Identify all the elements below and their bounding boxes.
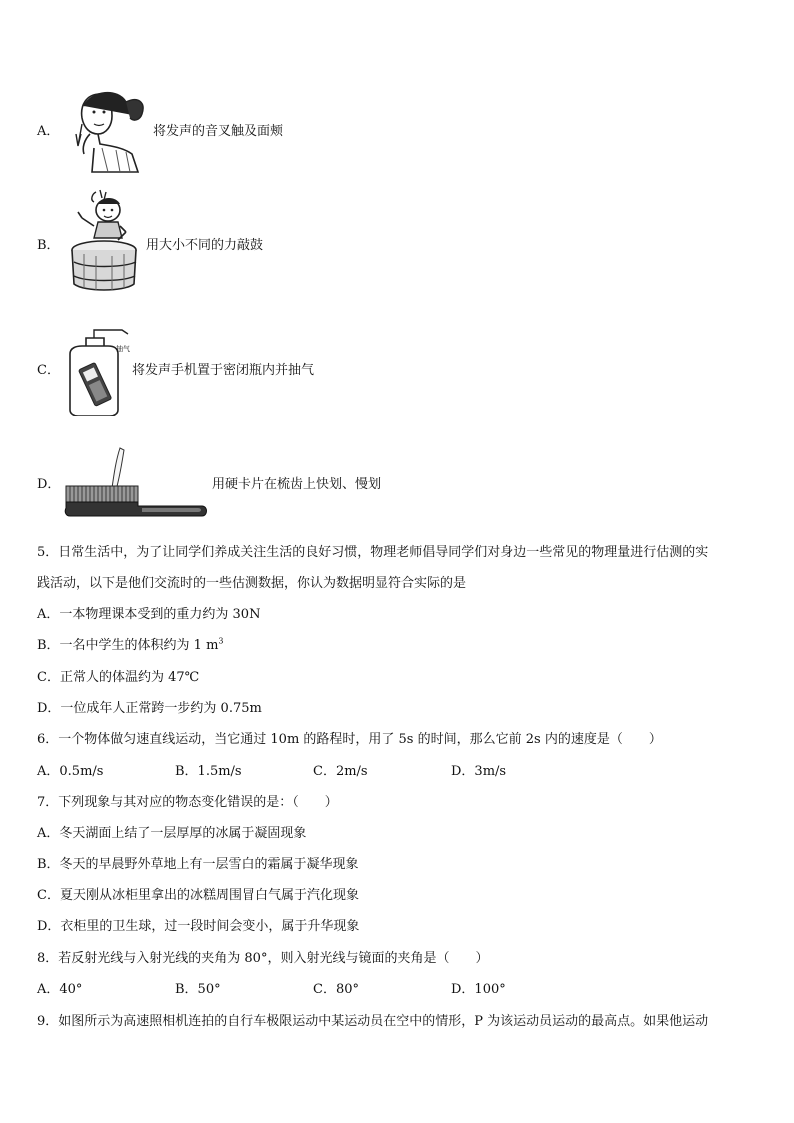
q8-option-a: A．40° [37,982,83,997]
option-c-caption: 将发声手机置于密闭瓶内并抽气 [132,363,315,378]
q7-option-d: D．衣柜里的卫生球，过一段时间会变小，属于升华现象 [37,919,360,934]
option-a-caption: 将发声的音叉触及面颊 [153,124,284,139]
q7-option-b: B．冬天的早晨野外草地上有一层雪白的霜属于凝华现象 [37,857,359,872]
q7-option-c: C．夏天刚从冰柜里拿出的冰糕周围冒白气属于汽化现象 [37,888,359,903]
q6-option-d: D．3m/s [451,764,507,779]
q6-option-b: B．1.5m/s [175,764,242,779]
pump-air-label: 抽气 [116,345,130,353]
q7-option-a: A．冬天湖面上结了一层厚厚的冰属于凝固现象 [37,826,307,841]
q5-option-c: C．正常人的体温约为 47℃ [37,670,200,685]
option-letter-d: D． [37,477,61,492]
option-letter-c: C． [37,363,60,378]
q6-stem: 6．一个物体做匀速直线运动，当它通过 10m 的路程时，用了 5s 的时间，那么它前 2s 内的速度是（ ） [37,732,662,747]
option-b-caption: 用大小不同的力敲鼓 [146,238,264,253]
option-letter-a: A． [37,124,60,139]
q5-stem-line1: 5．日常生活中，为了让同学们养成关注生活的良好习惯，物理老师倡导同学们对身边一些常见的物理量进行估测的实 [37,545,709,560]
q8-option-b: B．50° [175,982,221,997]
q5-option-d: D．一位成年人正常跨一步约为 0.75m [37,701,262,716]
q6-option-a: A．0.5m/s [37,764,104,779]
q5-option-b-text: B．一名中学生的体积约为 1 m [37,638,219,653]
q5-option-b [37,634,224,653]
option-letter-b: B． [37,238,60,253]
q5-option-a: A．一本物理课本受到的重力约为 30N [37,607,261,622]
q5-stem-line2: 践活动，以下是他们交流时的一些估测数据，你认为数据明显符合实际的是 [37,576,467,591]
q7-stem: 7．下列现象与其对应的物态变化错误的是：（ ） [37,795,338,810]
boy-drum-illustration [66,188,146,296]
phone-in-jar-illustration [62,326,132,416]
q8-option-d: D．100° [451,982,506,997]
q6-option-c: C．2m/s [313,764,368,779]
q5-option-b-exponent: 3 [218,636,224,646]
girl-tuning-fork-illustration [72,88,152,173]
comb-card-illustration [62,446,212,520]
q9-stem: 9．如图所示为高速照相机连拍的自行车极限运动中某运动员在空中的情形，P 为该运动员运动的最高点。如果他运动 [37,1014,709,1029]
q8-stem: 8．若反射光线与入射光线的夹角为 80°，则入射光线与镜面的夹角是（ ） [37,951,489,966]
q8-option-c: C．80° [313,982,359,997]
option-d-caption: 用硬卡片在梳齿上快划、慢划 [212,477,382,492]
